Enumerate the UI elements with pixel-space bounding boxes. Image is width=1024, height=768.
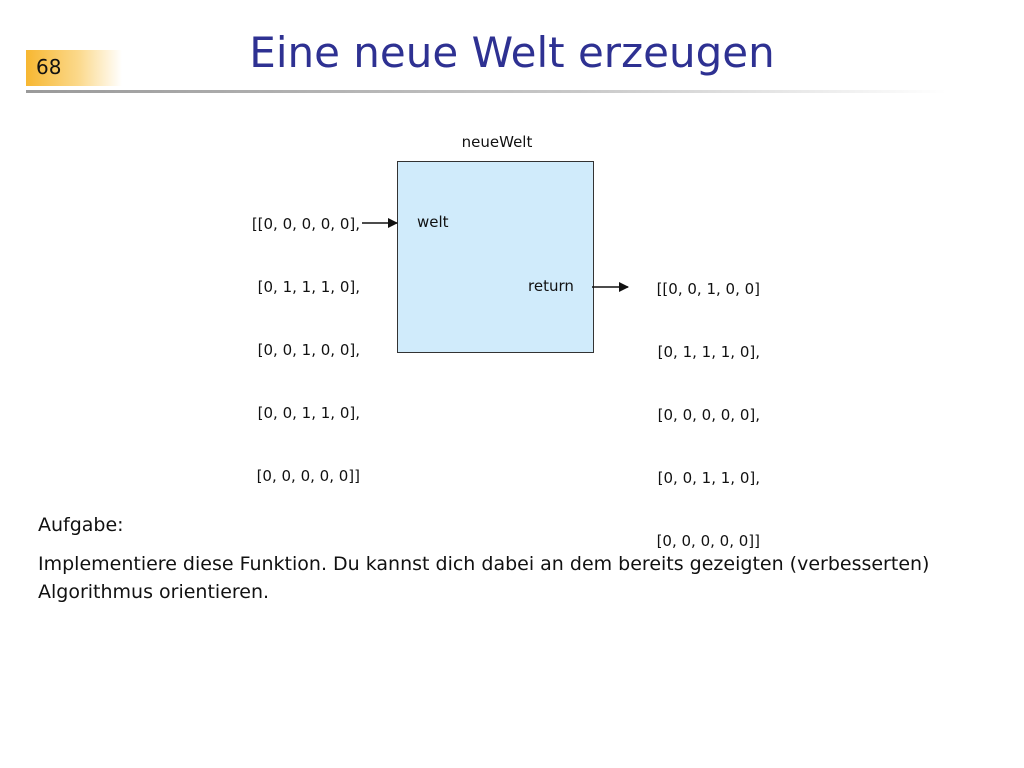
task-text: Implementiere diese Funktion. Du kannst dich dabei an dem bereits gezeigten (verbesserten) Algorithmus orientieren.	[38, 553, 930, 603]
input-matrix-row: [[0, 0, 0, 0, 0],	[251, 215, 360, 233]
output-matrix-row: [0, 0, 1, 1, 0],	[657, 469, 760, 487]
output-matrix-row: [0, 1, 1, 1, 0],	[657, 343, 760, 361]
input-matrix-row: [0, 0, 1, 0, 0],	[257, 341, 360, 359]
input-matrix-row: [0, 0, 0, 0, 0]]	[256, 467, 360, 485]
parameter-label: welt	[417, 213, 449, 231]
function-name: neueWelt	[461, 133, 533, 151]
output-matrix-row: [[0, 0, 1, 0, 0]	[656, 280, 760, 298]
input-matrix-row: [0, 0, 1, 1, 0],	[257, 404, 360, 422]
output-matrix-row: [0, 0, 0, 0, 0]]	[656, 532, 760, 550]
input-matrix-row: [0, 1, 1, 1, 0],	[257, 278, 360, 296]
return-label: return	[528, 277, 574, 295]
slide-title: Eine neue Welt erzeugen	[249, 28, 775, 77]
page-number: 68	[36, 55, 62, 79]
output-matrix-row: [0, 0, 0, 0, 0],	[657, 406, 760, 424]
task-heading: Aufgabe:	[38, 514, 124, 536]
